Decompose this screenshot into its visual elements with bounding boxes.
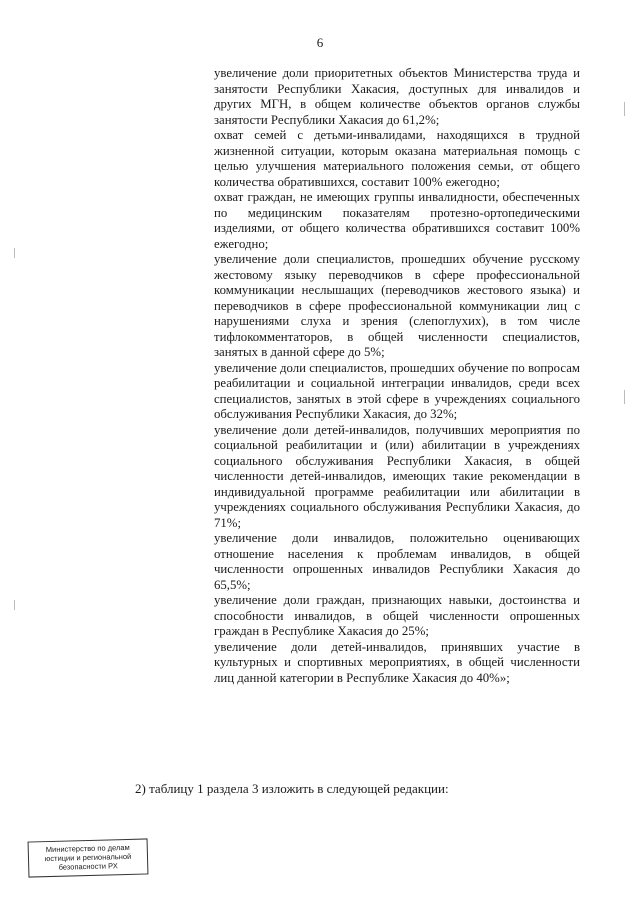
stamp-line: юстиции и региональной bbox=[44, 851, 132, 864]
list-item: увеличение доли детей-инвалидов, принявших участие в культурных и спортивных мероприятиях, в общей численности лиц данной категории в Республике Хакасия до 40%»; bbox=[214, 639, 580, 685]
list-item: увеличение доли специалистов, прошедших обучение по вопросам реабилитации и социальной интеграции инвалидов, среди всех специалистов, занятых в этой сфере в учреждениях социального обслуживания Республики Хакасия, до 32%; bbox=[214, 360, 580, 421]
list-item: увеличение доли граждан, признающих навыки, достоинства и способности инвалидов, в общей численности опрошенных граждан в Республике Хакасия до 25%; bbox=[214, 593, 580, 638]
scan-margin-mark bbox=[624, 390, 625, 404]
stamp-line: Министерство по делам bbox=[45, 842, 130, 855]
page-number: 6 bbox=[316, 35, 324, 50]
list-item: увеличение доли инвалидов, положительно оценивающих отношение населения к проблемам инвалидов, в общей численности опрошенных инвалидов Республики Хакасия до 65,5%; bbox=[214, 531, 580, 592]
scan-margin-mark bbox=[624, 102, 625, 116]
scan-margin-mark bbox=[14, 600, 15, 610]
list-item: увеличение доли детей-инвалидов, получивших мероприятия по социальной реабилитации и (или) абилитации в учреждениях социального обслуживания Республики Хакасия, в общей численности детей-инвалидов, имеющих такие рекомендации в индивидуальной программе реабилитации или абилитации в учреждениях социального обслуживания Республики Хакасия, до 71%; bbox=[214, 422, 580, 530]
list-item: увеличение доли специалистов, прошедших обучение русскому жестовому языку переводчиков в сфере профессиональной коммуникации неслышащих (переводчиков жестового языка) и переводчиков в сфере профессиональной коммуникации лиц с нарушениями слуха и зрения (слепоглухих), в том числе тифлокомментаторов, в общей численности специалистов, занятых в данной сфере до 5%; bbox=[214, 252, 580, 359]
document-body bbox=[214, 66, 580, 686]
list-item: охват граждан, не имеющих группы инвалидности, обеспеченных по медицинским показателям протезно-ортопедическими изделиями, от общего количества обратившихся составит 100% ежегодно; bbox=[214, 190, 580, 251]
list-item: увеличение доли приоритетных объектов Министерства труда и занятости Республики Хакасия, доступных для инвалидов и других МГН, в общем количестве объектов органов службы занятости Республики Хакасия до 61,2%; bbox=[214, 66, 580, 127]
amendment-instruction: 2) таблицу 1 раздела 3 изложить в следующей редакции: bbox=[135, 781, 449, 796]
stamp-line: безопасности РХ bbox=[58, 861, 118, 872]
list-item: охват семей с детьми-инвалидами, находящихся в трудной жизненной ситуации, которым оказана материальная помощь с целью улучшения материального положения семьи, от общего количества обратившихся, составит 100% ежегодно; bbox=[214, 128, 580, 189]
registration-stamp bbox=[28, 838, 149, 877]
scan-margin-mark bbox=[14, 248, 15, 258]
